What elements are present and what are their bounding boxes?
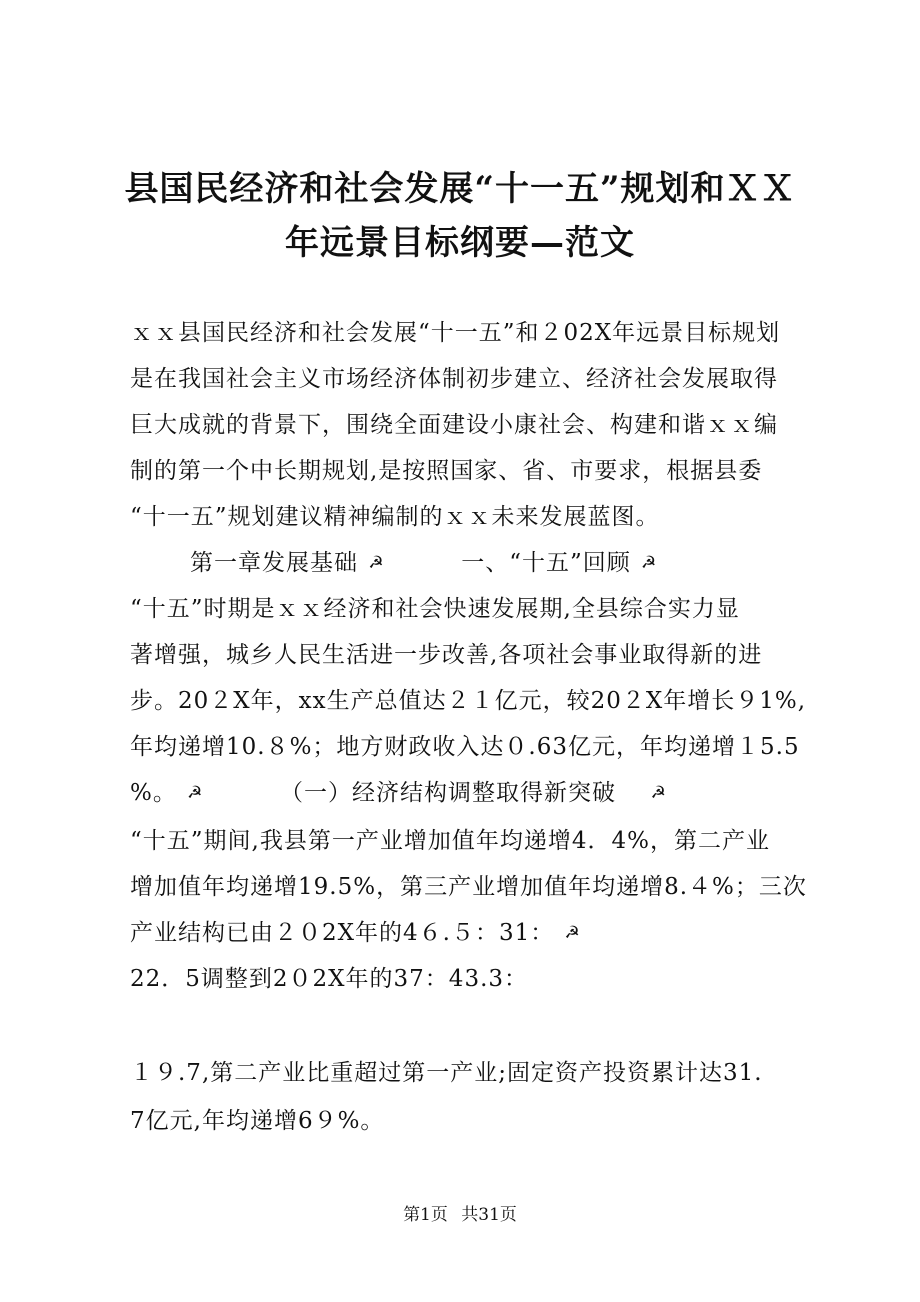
section-heading: 一、“十五”回顾 bbox=[461, 550, 631, 576]
title-line-1: 县国民经济和社会发展“十一五”规划和ＸＸ bbox=[124, 169, 796, 209]
review-line-5 bbox=[130, 778, 669, 808]
review-line-2: 著增强，城乡人民生活进一步改善,各项社会事业取得新的进 bbox=[130, 642, 763, 668]
headings-line bbox=[190, 548, 659, 578]
paragraph-mark-icon: ☭ bbox=[187, 783, 204, 803]
review-tail: %。 bbox=[130, 780, 177, 806]
paragraph-mark-icon: ☭ bbox=[650, 783, 667, 803]
review-line-3: 步。20２X年，xx生产总值达２１亿元，较20２X年增长９1%, bbox=[130, 688, 807, 714]
paragraph-mark-icon: ☭ bbox=[564, 923, 581, 943]
chapter-heading: 第一章发展基础 bbox=[190, 550, 358, 576]
structure-line-3-text: 产业结构已由２０2X年的4６.５：31： bbox=[130, 920, 555, 946]
paragraph-mark-icon: ☭ bbox=[641, 553, 658, 573]
structure-line-3 bbox=[130, 918, 583, 948]
review-line-1: “十五”时期是ｘｘ经济和社会快速发展期,全县综合实力显 bbox=[130, 596, 740, 622]
intro-line-1: ｘｘ县国民经济和社会发展“十一五”和２02X年远景目标规划 bbox=[130, 320, 781, 346]
closing-line-2: 7亿元,年均递增6９%。 bbox=[130, 1108, 385, 1134]
document-title bbox=[100, 162, 820, 270]
review-line-4: 年均递增10.８%；地方财政收入达０.63亿元，年均递增１5.5 bbox=[130, 734, 800, 760]
intro-line-5: “十一五”规划建议精神编制的ｘｘ未来发展蓝图。 bbox=[130, 504, 660, 530]
structure-line-4: 22．5调整到2０2X年的37：43.3： bbox=[130, 966, 529, 992]
subsection-heading: （一）经济结构调整取得新突破 bbox=[280, 780, 617, 806]
structure-line-2: 增加值年均递增19.5%，第三产业增加值年均递增8.４%；三次 bbox=[130, 874, 807, 900]
intro-line-2: 是在我国社会主义市场经济体制初步建立、经济社会发展取得 bbox=[130, 366, 778, 392]
page-number: 第1页 bbox=[403, 1205, 448, 1225]
intro-line-3: 巨大成就的背景下，围绕全面建设小康社会、构建和谐ｘｘ编 bbox=[130, 412, 778, 438]
paragraph-mark-icon: ☭ bbox=[368, 553, 385, 573]
page-total: 共31页 bbox=[461, 1205, 517, 1225]
closing-line-1: １９.7,第二产业比重超过第一产业;固定资产投资累计达31. bbox=[130, 1060, 763, 1086]
title-line-2: 年远景目标纲要—范文 bbox=[285, 223, 635, 263]
structure-line-1: “十五”期间,我县第一产业增加值年均递增4．4%，第二产业 bbox=[130, 828, 770, 854]
intro-line-4: 制的第一个中长期规划,是按照国家、省、市要求，根据县委 bbox=[130, 458, 763, 484]
page-footer bbox=[0, 1200, 920, 1225]
